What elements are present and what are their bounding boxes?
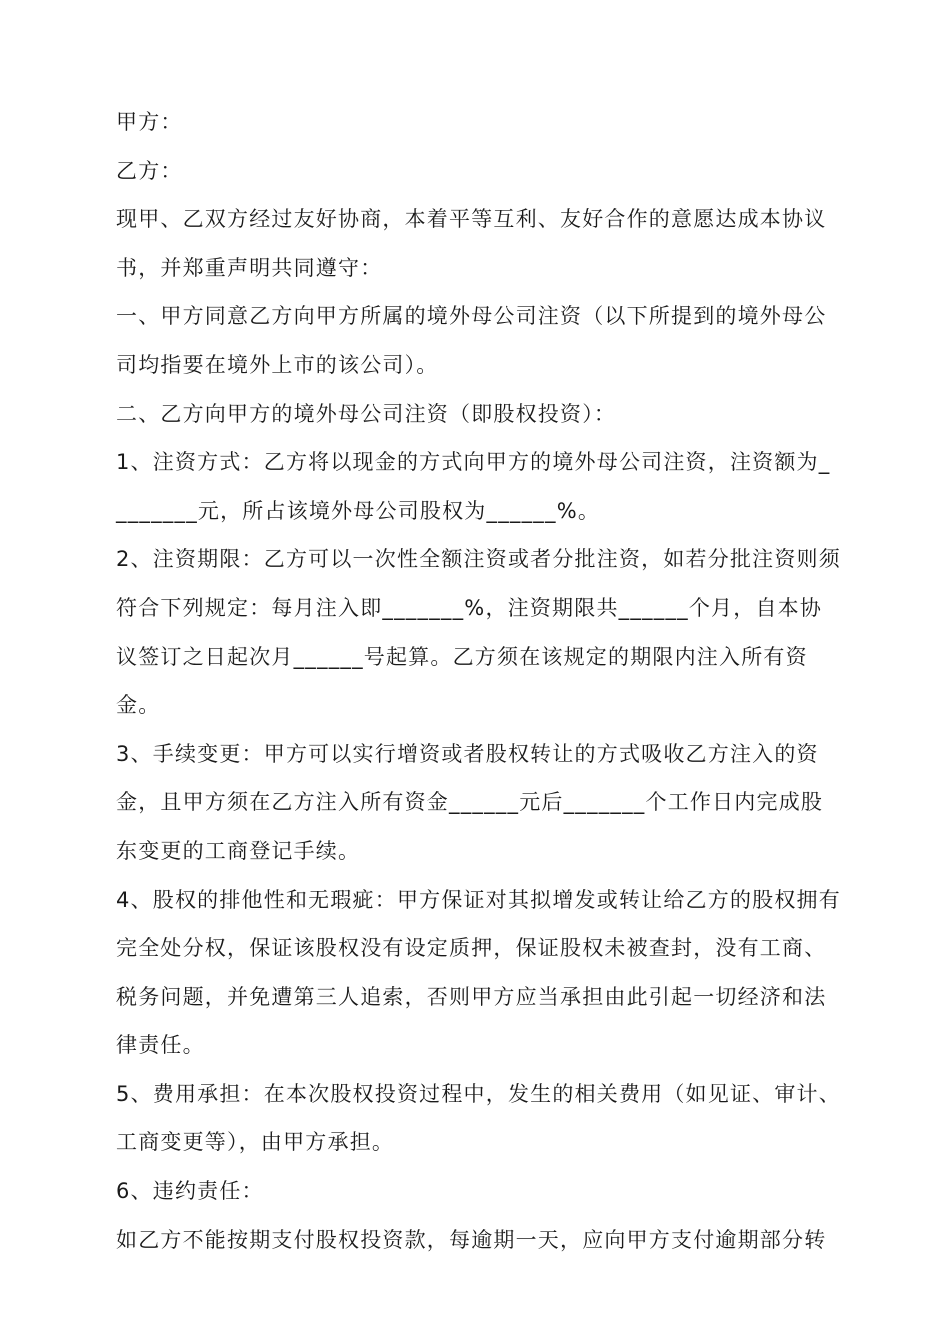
clause-2-item-6-heading: 6、违约责任： [116,1179,264,1204]
clause-2-item-1: 1、注资方式：乙方将以现金的方式向甲方的境外母公司注资，注资额为_ _______元，所占该境外母公司股权为______%。 [116,450,839,523]
breach-paragraph: 如乙方不能按期支付股权投资款，每逾期一天，应向甲方支付逾期部分转 [116,1227,827,1252]
clause-1: 一、甲方同意乙方向甲方所属的境外母公司注资（以下所提到的境外母公司均指要在境外上市的该公司）。 [116,304,827,377]
clause-2-heading: 二、乙方向甲方的境外母公司注资（即股权投资）： [116,401,617,426]
clause-2-item-3: 3、手续变更：甲方可以实行增资或者股权转让的方式吸收乙方注入的资金，且甲方须在乙方注入所有资金______元后_______个工作日内完成股东变更的工商登记手续。 [116,741,824,863]
clause-2-item-5: 5、费用承担：在本次股权投资过程中，发生的相关费用（如见证、审计、工商变更等），由甲方承担。 [116,1081,841,1155]
party-a-line: 甲方： [116,110,183,134]
clause-2-item-2: 2、注资期限：乙方可以一次性全额注资或者分批注资，如若分批注资则须符合下列规定：每月注入即_______%，注资期限共______个月，自本协议签订之日起次月______号起算。乙方须在该规定的期限内注入所有资金。 [116,547,841,718]
document-body [116,98,844,1264]
preamble-paragraph: 现甲、乙双方经过友好协商，本着平等互利、友好合作的意愿达成本协议书，并郑重声明共同遵守： [116,207,827,280]
party-b-line: 乙方： [116,158,183,183]
clause-2-item-4: 4、股权的排他性和无瑕疵：甲方保证对其拟增发或转让给乙方的股权拥有完全处分权，保证该股权没有设定质押，保证股权未被查封，没有工商、税务问题，并免遭第三人追索，否则甲方应当承担由此引起一切经济和法律责任。 [116,887,841,1058]
